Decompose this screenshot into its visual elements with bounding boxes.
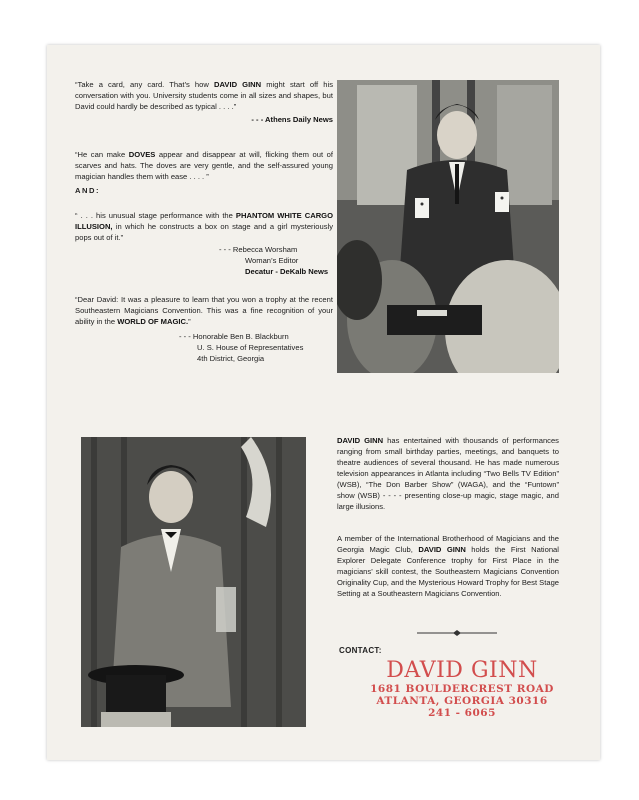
photo-card-trick — [337, 80, 559, 373]
stamp-name: DAVID GINN — [386, 658, 538, 683]
quote-athens — [75, 79, 333, 125]
quote-blackburn — [75, 294, 333, 364]
bio-awards — [337, 533, 559, 599]
photo-stage-magic — [81, 437, 306, 727]
bio-performances-text: DAVID GINN has entertained with thousands of performances ranging from small birthday parties, meetings, and banquets to theatre audiences of several thousand. He has made numerous television appearances in Atlanta including “Two Bells TV Edition” (WSB), “The Don Barber Show” (WAGA), and the “Funtown” show (WSB) - - - - presenting close-up magic, stage magic, and large illusions. — [337, 436, 559, 511]
quote-blackburn-source: - - - Honorable Ben B. Blackburn U. S. House of Representatives 4th District, Georgia — [179, 332, 304, 363]
photo-stage-magic-image — [81, 437, 306, 727]
bio-performances — [337, 435, 559, 512]
bio-awards-text: A member of the International Brotherhood of Magicians and the Georgia Magic Club, DAVID GINN holds the First National Explorer Delegate Conference trophy for First Place in the magicians’ skill contest, the Southeastern Magicians Convention Originality Cup, and the Mysterious Howard Trophy for Best Stage Setting at a Southeastern Magicians Convention. — [337, 534, 560, 598]
and-label: AND: — [75, 186, 100, 195]
contact-stamp — [357, 659, 567, 719]
quote-phantom-text: “ . . . his unusual stage performance with the PHANTOM WHITE CARGO ILLUSION, in which he constructs a box on stage and a girl mysteriously pops out of it.” — [75, 211, 333, 242]
photo-card-trick-image — [337, 80, 559, 373]
quote-athens-source: - - - Athens Daily News — [251, 115, 333, 124]
flyer-sheet — [47, 45, 600, 760]
quote-blackburn-text: “Dear David: It was a pleasure to learn that you won a trophy at the recent Southeastern Magicians Convention. This was a fine recognition of your ability in the WORLD OF MAGIC.” — [75, 295, 333, 326]
quote-phantom-source: - - - Rebecca Worsham Woman’s Editor Decatur - DeKalb News — [219, 245, 329, 276]
contact-label: CONTACT: — [339, 646, 382, 655]
ornament-divider — [417, 629, 497, 637]
stamp-address: 1681 BOULDERCREST ROAD — [370, 683, 554, 695]
stamp-city: ATLANTA, GEORGIA 30316 — [376, 695, 548, 707]
quote-doves — [75, 149, 333, 196]
quote-phantom — [75, 210, 333, 277]
quote-athens-text: “Take a card, any card. That’s how DAVID GINN might start off his conversation with you. University students come in all sizes and shapes, but David could hardly be described as typical . . . .” — [75, 80, 333, 111]
stamp-phone: 241 - 6065 — [428, 707, 496, 719]
quote-doves-text: “He can make DOVES appear and disappear at will, flicking them out of scarves and hats. The doves are very gentle, and the self-assured young magician handles them with ease . . . . ” — [75, 150, 333, 181]
